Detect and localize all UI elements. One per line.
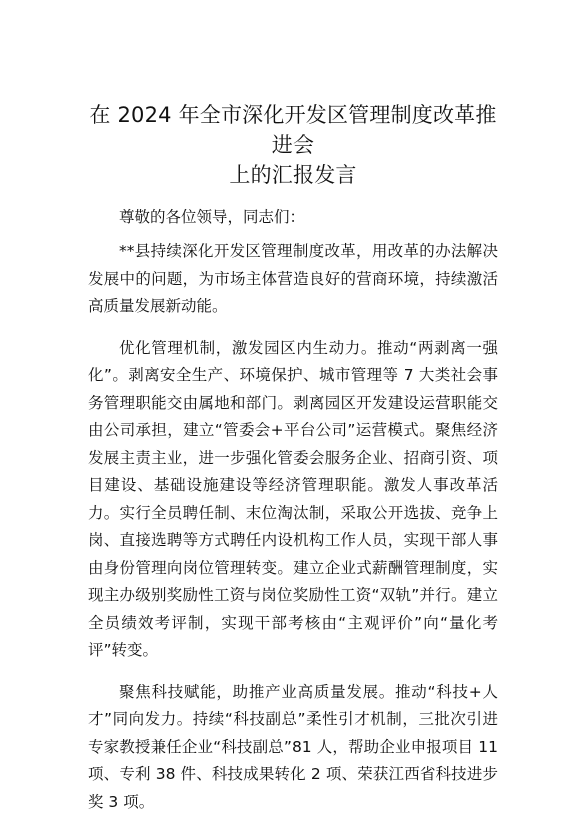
salutation: 尊敬的各位领导，同志们：: [88, 204, 498, 230]
paragraph-technology: 聚焦科技赋能，助推产业高质量发展。推动“科技+人才”同向发力。持续“科技副总”柔性引才机制，三批次引进专家教授兼任企业“科技副总”81 人，帮助企业申报项目 11 项、专利 38 件、科技成果转化 2 项、荣获江西省科技进步奖 3 项。: [88, 679, 498, 816]
document-title: [88, 100, 498, 190]
paragraph-intro: **县持续深化开发区管理制度改革，用改革的办法解决发展中的问题，为市场主体营造良好的营商环境，持续激活高质量发展新动能。: [88, 238, 498, 321]
paragraph-management: 优化管理机制，激发园区内生动力。推动“两剥离一强化”。剥离安全生产、环境保护、城市管理等 7 大类社会事务管理职能交由属地和部门。剥离园区开发建设运营职能交由公司承担，建立“管委会+平台公司”运营模式。聚焦经济发展主责主业，进一步强化管委会服务企业、招商引资、项目建设、基础设施建设等经济管理职能。激发人事改革活力。实行全员聘任制、末位淘汰制，采取公开选拔、竞争上岗、直接选聘等方式聘任内设机构工作人员，实现干部人事由身份管理向岗位管理转变。建立企业式薪酬管理制度，实现主办级别奖励性工资与岗位奖励性工资“双轨”并行。建立全员绩效考评制，实现干部考核由“主观评价”向“量化考评”转变。: [88, 335, 498, 665]
title-line-2: 上的汇报发言: [229, 163, 356, 187]
title-line-1: 在 2024 年全市深化开发区管理制度改革推进会: [89, 103, 496, 157]
